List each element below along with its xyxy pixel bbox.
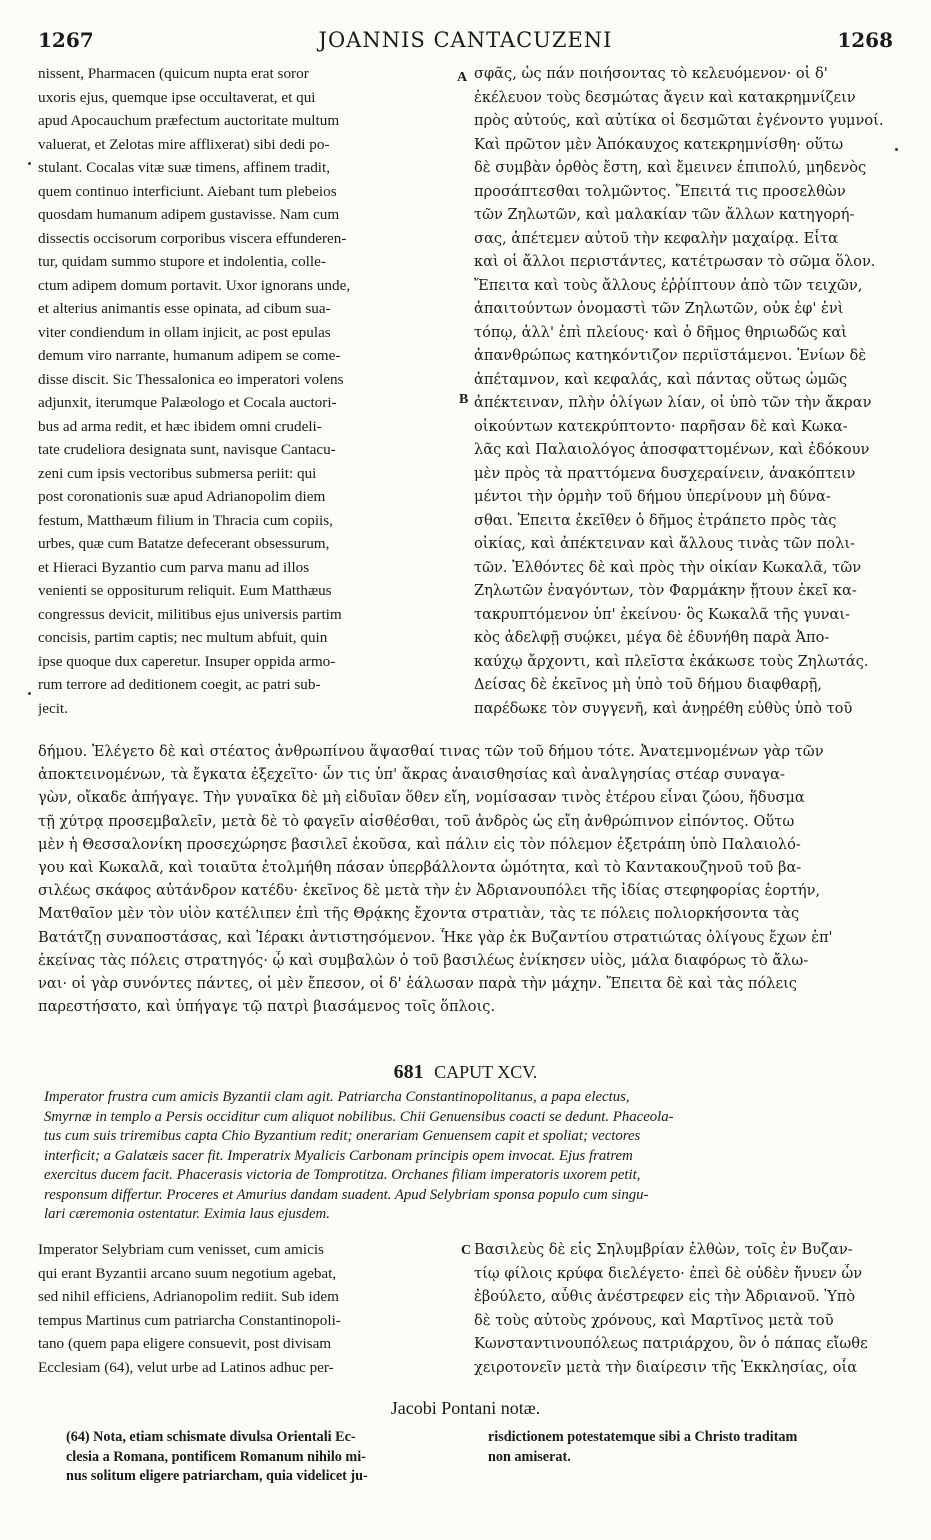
greek-text-line: προσάπτεσθαι τολμῶντος. Ἔπειτά τις προσελθὼν xyxy=(474,182,846,200)
note-line: clesia a Romana, pontificem Romanum nihilo mi- xyxy=(66,1448,366,1465)
summary-line: lari cæremonia ostentatur. Eximia laus ejusdem. xyxy=(44,1206,330,1222)
greek-text-line: λᾶς καὶ Παλαιολόγος ἀποσφαττομένων, καὶ ἐδόκουν xyxy=(474,441,870,458)
greek-text-line: χειροτονεῖν μετὰ τὴν διαίρεσιν τῆς Ἐκκλησίας, οἷα xyxy=(474,1358,858,1376)
latin-text-line: dissectis occisorum corporibus viscera effunderen- xyxy=(38,229,347,247)
greek-text-line: ἀπανθρώπως κατηκόντιζον περιϊστάμενοι. Ἐνίων δὲ xyxy=(474,347,867,364)
margin-marker-b: B xyxy=(459,392,469,407)
latin-text-line: et Hieraci Byzantio cum parva manu ad illos xyxy=(38,558,310,576)
margin-marker-a: A xyxy=(457,70,468,85)
summary-line: Smyrnæ in templo a Persis occiditur cum aliquot nobilibus. Chii Genuensibus coacti se dedunt. Phaceola- xyxy=(44,1108,674,1125)
latin-text-line: nissent, Pharmacen (quicum nupta erat soror xyxy=(38,65,309,82)
margin-dot xyxy=(28,162,31,165)
latin-text-line: festum, Matthæum filium in Thracia cum copiis, xyxy=(38,511,333,529)
greek-text-line: καὶ οἱ ἄλλοι περιστάντες, κατέτρωσαν τὸ σῶμα ὅλον. xyxy=(474,253,876,270)
greek-text-line: τακρυπτόμενον ὑπ' ἐκείνου· ὃς Κωκαλᾶ τῆς γυναι- xyxy=(474,605,851,623)
greek-text-line: σιλέως σκάφος αὐτάνδρον κατέδυ· ἐκεῖνος δὲ μετὰ τὴν ἐν Ἀδριανουπόλει τῆς ἰδίας στεφηφορίας ἑορτήν, xyxy=(38,882,821,900)
greek-text-line: οἰκίας, καὶ ἀπέκτειναν καὶ ἄλλους τινὰς τῶν πολι- xyxy=(474,535,855,552)
page-number-left: 1267 xyxy=(38,28,94,52)
greek-text-line: ἀποκτεινομένων, τὰ ἔγκατα ἐξεχεῖτο· ὧν τις ὑπ' ἄκρας ἀναισθησίας καὶ ἀναλγησίας στέαρ συναγα- xyxy=(38,766,785,784)
greek-text-line: μέντοι τὴν ὁρμὴν τοῦ δήμου ὑπερίνουν μὴ δύνα- xyxy=(474,488,831,505)
latin-text-line: Imperator Selybriam cum venisset, cum amicis xyxy=(38,1241,324,1258)
latin-text-line: tate crudeliora designata sunt, navisque Cantacu- xyxy=(38,441,336,458)
greek-text-line: κὸς ἀδελφῇ συῴκει, μέγα δὲ ἐδυνήθη παρὰ Ἀπο- xyxy=(474,629,830,646)
greek-text-line: τίῳ φίλοις κρύφα διελέγετο· ἐπεὶ δὲ οὐδὲν ἤνυεν ὧν xyxy=(474,1264,863,1282)
greek-text-line: γὼν, οἴκαδε ἀπήγαγε. Τὴν γυναῖκα δὲ μὴ εἰδυῖαν ὅθεν εἴη, νομίσασαν τινὸς ἑτέρου εἶναι ζώου, ἥδυσμα xyxy=(38,789,805,807)
greek-text-line: ἐκέλευον τοὺς δεσμώτας ἄγειν καὶ κατακρημνίζειν xyxy=(474,88,856,106)
greek-text-line: ἀπέταμνον, καὶ κεφαλάς, καὶ πάντας οὕτως ὠμῶς xyxy=(474,370,848,388)
greek-text-line: Κωνσταντινουπόλεως πατριάρχου, ὃν ὁ πάπας εἴωθε xyxy=(474,1335,868,1352)
chapter-title: CAPUT XCV. xyxy=(434,1062,538,1082)
greek-text-line: Δείσας δὲ ἐκεῖνος μὴ ὑπὸ τοῦ δήμου διαφθαρῇ, xyxy=(474,676,823,693)
latin-text-line: tano (quem papa eligere consuevit, post divisam xyxy=(38,1335,332,1352)
latin-text-line: quosdam humanum adipem gustavisse. Nam cum xyxy=(38,206,340,223)
notes-heading: Jacobi Pontani notæ. xyxy=(390,1398,541,1418)
greek-text-line: Ἔπειτα καὶ τοὺς ἄλλους ἐῤῥίπτουν ἀπὸ τῶν τειχῶν, xyxy=(474,276,863,294)
latin-text-line: quem continuo interficiunt. Aiebant tum plebeios xyxy=(38,182,337,200)
latin-text-line: uxoris ejus, quemque ipse occultaverat, et qui xyxy=(38,88,316,106)
latin-text-line: apud Apocauchum præfectum auctoritate multum xyxy=(38,112,340,129)
greek-text-line: σας, ἀπέτεμεν αὐτοῦ τὴν κεφαλὴν μαχαίρᾳ. Εἶτα xyxy=(474,229,838,247)
margin-dot xyxy=(28,692,31,695)
greek-text-line: ἀπέκτειναν, πλὴν ὀλίγων λίαν, οἱ ὑπὸ τῶν τὴν ἄκραν xyxy=(474,394,872,411)
latin-text-line: qui erant Byzantii arcano suum negotium agebat, xyxy=(38,1264,337,1282)
latin-text-line: ipse quoque dux caperetur. Insuper oppida armo- xyxy=(38,652,336,670)
greek-text-line: πρὸς αὐτούς, καὶ αὐτίκα οἱ δεσμῶται ἐγένοντο γυμνοί. xyxy=(474,112,884,129)
latin-text-line: tempus Martinus cum patriarcha Constantinopoli- xyxy=(38,1311,341,1329)
greek-text-line: ἐβούλετο, αὖθις ἀνέστρεφεν εἰς τὴν Ἀδριανοῦ. Ὑπὸ xyxy=(474,1288,856,1305)
latin-text-line: valuerat, et Zelotas mire afflixerat) sibi dedi po- xyxy=(38,135,330,153)
latin-text-line: stulant. Cocalas vitæ suæ timens, affinem tradit, xyxy=(38,159,331,176)
note-line: nus solitum eligere patriarcham, quia videlicet ju- xyxy=(66,1468,368,1484)
note-line: non amiserat. xyxy=(488,1448,571,1465)
greek-text-line: δὲ τοὺς αὐτοὺς χρόνους, καὶ Μαρτῖνος μετὰ τοῦ xyxy=(474,1311,834,1329)
latin-text-line: post coronationis suæ apud Adrianopolim diem xyxy=(38,488,326,505)
summary-line: exercitus ducem facit. Phacerasis victoria de Tomprotitza. Orchanes filiam imperatoris uxorem petit, xyxy=(44,1167,641,1183)
running-header xyxy=(38,28,893,56)
greek-text-line: τόπῳ, ἀλλ' ἐπὶ πλείους· καὶ ὁ δῆμος θηριωδῶς καὶ xyxy=(474,323,847,341)
latin-text-line: zeni cum ipsis vectoribus submersa periit: qui xyxy=(38,464,317,482)
greek-text-line: Καὶ πρῶτον μὲν Ἀπόκαυχος κατεκρημνίσθη· οὕτω xyxy=(474,135,844,153)
greek-text-line: σθαι. Ἐπειτα ἐκεῖθεν ὁ δῆμος ἐτράπετο πρὸς τὰς xyxy=(474,511,837,529)
greek-text-line: Βασιλεὺς δὲ εἰς Σηλυμβρίαν ἐλθὼν, τοῖς ἐν Βυζαν- xyxy=(474,1241,853,1258)
latin-text-line: urbes, quæ cum Batatze defecerant obsessurum, xyxy=(38,535,330,552)
latin-text-line: congressus devicit, militibus ejus universis partim xyxy=(38,605,342,623)
greek-text-line: ἐκείνας τὰς πόλεις στρατηγός· ᾧ καὶ συμβαλὼν ὁ τοῦ βασιλέως ἐνίκησεν υἱὸς, μάλα διαφόρως τὸ ἄλω- xyxy=(38,951,809,969)
note-line: (64) Nota, etiam schismate divulsa Orientali Ec- xyxy=(66,1429,356,1445)
latin-text-line: Ecclesiam (64), velut urbe ad Latinos adhuc per- xyxy=(38,1358,334,1376)
greek-text-line: δήμου. Ἐλέγετο δὲ καὶ στέατος ἀνθρωπίνου ἅψασθαί τινας τῶν τοῦ δήμου τότε. Ἀνατεμνομένων γὰρ τῶν xyxy=(38,743,824,760)
greek-text-line: τῇ χύτρᾳ προσεμβαλεῖν, μετὰ δὲ τὸ φαγεῖν αἰσθέσθαι, τοῦ ἀνδρὸς ὡς εἴη ἀνθρώπινον εἰπόντος. Οὕτω xyxy=(38,812,795,830)
greek-text-line: Ματθαῖον μὲν τὸν υἱὸν κατέλιπεν ἐπὶ τῆς Θρᾴκης ἔχοντα στρατιὰν, τὰς τε πόλεις πολιορκήσοντα τὰς xyxy=(38,905,800,923)
latin-text-line: jecit. xyxy=(38,699,68,717)
summary-line: tus cum suis triremibus capta Chio Byzantium redit; onerariam Genuensem capit et spoliat; vectores xyxy=(44,1128,641,1144)
latin-text-line: venienti se oppositurum reliquit. Eum Matthæus xyxy=(38,582,332,599)
latin-text-line: concisis, partim captis; nec multum abfuit, quin xyxy=(38,629,328,646)
greek-text-line: σφᾶς, ὡς πάν ποιήσοντας τὸ κελευόμενον· οἱ δ' xyxy=(474,65,828,82)
greek-text-line: γου καὶ Κωκαλᾶ, καὶ τοιαῦτα ἐτολμήθη πάσαν ὑπερβάλλοντα ὠμότητα, καὶ τὸ Καντακουζηνοῦ τοῦ βα- xyxy=(38,859,802,876)
latin-text-line: rum terrore ad deditionem coegit, ac patri sub- xyxy=(38,676,321,693)
greek-text-line: μὲν ἡ Θεσσαλονίκη προσεχώρησε βασιλεῖ ἑκοῦσα, καὶ πάλιν εἰς τὸν πόλεμον ἐξετράπη ὑπὸ Παλαιολό- xyxy=(38,835,801,853)
greek-text-line: παρεστήσατο, καὶ ὑπήγαγε τῷ πατρὶ βιασάμενος τοῖς ὅπλοις. xyxy=(38,998,496,1016)
margin-dot xyxy=(895,148,898,151)
greek-text-line: μὲν πρὸς τὰ πραττόμενα δυσχεραίνειν, ἀνακόπτειν xyxy=(474,464,856,482)
latin-text-line: demum viro narrante, humanum adipem se come- xyxy=(38,347,341,364)
greek-text-line: τῶν Ζηλωτῶν, καὶ μαλακίαν τῶν ἄλλων κατηγορή- xyxy=(474,206,855,223)
greek-text-line: ναι· οἱ γὰρ συνόντες πάντες, οἱ μὲν ἔπεσον, οἱ δ' ἑάλωσαν παρὰ τὴν μάχην. Ἔπειτα δὲ καὶ τὰς πόλεις xyxy=(38,975,797,992)
greek-text-line: ἀπαιτούντων ὀνομαστὶ τῶν Ζηλωτῶν, οὐκ ἐφ' ἑνὶ xyxy=(474,300,844,317)
latin-text-line: ctum adipem domum portavit. Uxor ignorans unde, xyxy=(38,276,351,294)
greek-text-line: παρέδωκε τὸν συγγενῆ, καὶ ἀνῃρέθη εὐθὺς ὑπὸ τοῦ xyxy=(474,699,853,717)
greek-text-line: καύχῳ ἄρχοντι, καὶ πλεῖστα ἐκάκωσε τοὺς Ζηλωτάς. xyxy=(474,652,869,670)
greek-text-line: οἰκούντων κατεκρύπτοντο· παρῆσαν δὲ καὶ Κωκα- xyxy=(474,417,848,435)
page-number-right: 1268 xyxy=(837,28,893,52)
running-title: JOANNIS CANTACUZENI xyxy=(318,28,613,52)
latin-text-line: disse discit. Sic Thessalonica eo imperatori volens xyxy=(38,370,344,388)
summary-line: Imperator frustra cum amicis Byzantii clam agit. Patriarcha Constantinopolitanus, a papa electus, xyxy=(44,1089,630,1105)
greek-text-line: τῶν. Ἐλθόντες δὲ καὶ πρὸς τὴν οἰκίαν Κωκαλᾶ, τῶν xyxy=(474,558,862,576)
greek-text-line: δὲ συμβὰν ὀρθὸς ἔστη, καὶ ἔμεινεν ἐπιπολύ, μηδενὸς xyxy=(474,159,867,176)
greek-text-line: Ζηλωτῶν ἐναγόντων, τὸν Φαρμάκην ᾔτουν ἐκεῖ κα- xyxy=(474,582,857,599)
summary-line: responsum differtur. Proceres et Amurius dandam suadent. Apud Selybriam sponsa populo cum singu- xyxy=(44,1186,649,1203)
greek-text-line: Βατάτζῃ συναποστάσας, καὶ Ἱέρακι ἀντιστησόμενον. Ἧκε γὰρ ἐκ Βυζαντίου στρατιώτας ὀλίγους ἔχων ἐπ' xyxy=(38,928,833,946)
summary-line: interficit; a Galatæis sacer fit. Imperatrix Myalicis Carbonam principis opem invocat. Ejus fratrem xyxy=(44,1147,633,1164)
latin-text-line: bus ad arma redit, et hæc ibidem omni crudeli- xyxy=(38,417,322,435)
latin-text-line: tur, quidam summo stupore et indolentia, colle- xyxy=(38,253,326,270)
note-line: risdictionem potestatemque sibi a Christo traditam xyxy=(488,1429,798,1445)
latin-text-line: viter condiendum in ollam injicit, ac post epulas xyxy=(38,323,331,341)
latin-text-line: et alterius animantis esse opinata, ad cibum sua- xyxy=(38,300,331,317)
margin-marker-c: C xyxy=(461,1243,472,1258)
latin-text-line: sed nihil efficiens, Adrianopolim rediit. Sub idem xyxy=(38,1288,339,1305)
chapter-number: 681 xyxy=(393,1061,424,1083)
chapter-heading xyxy=(0,1061,931,1084)
latin-text-line: adjunxit, iterumque Palæologo et Cocala auctori- xyxy=(38,394,337,411)
